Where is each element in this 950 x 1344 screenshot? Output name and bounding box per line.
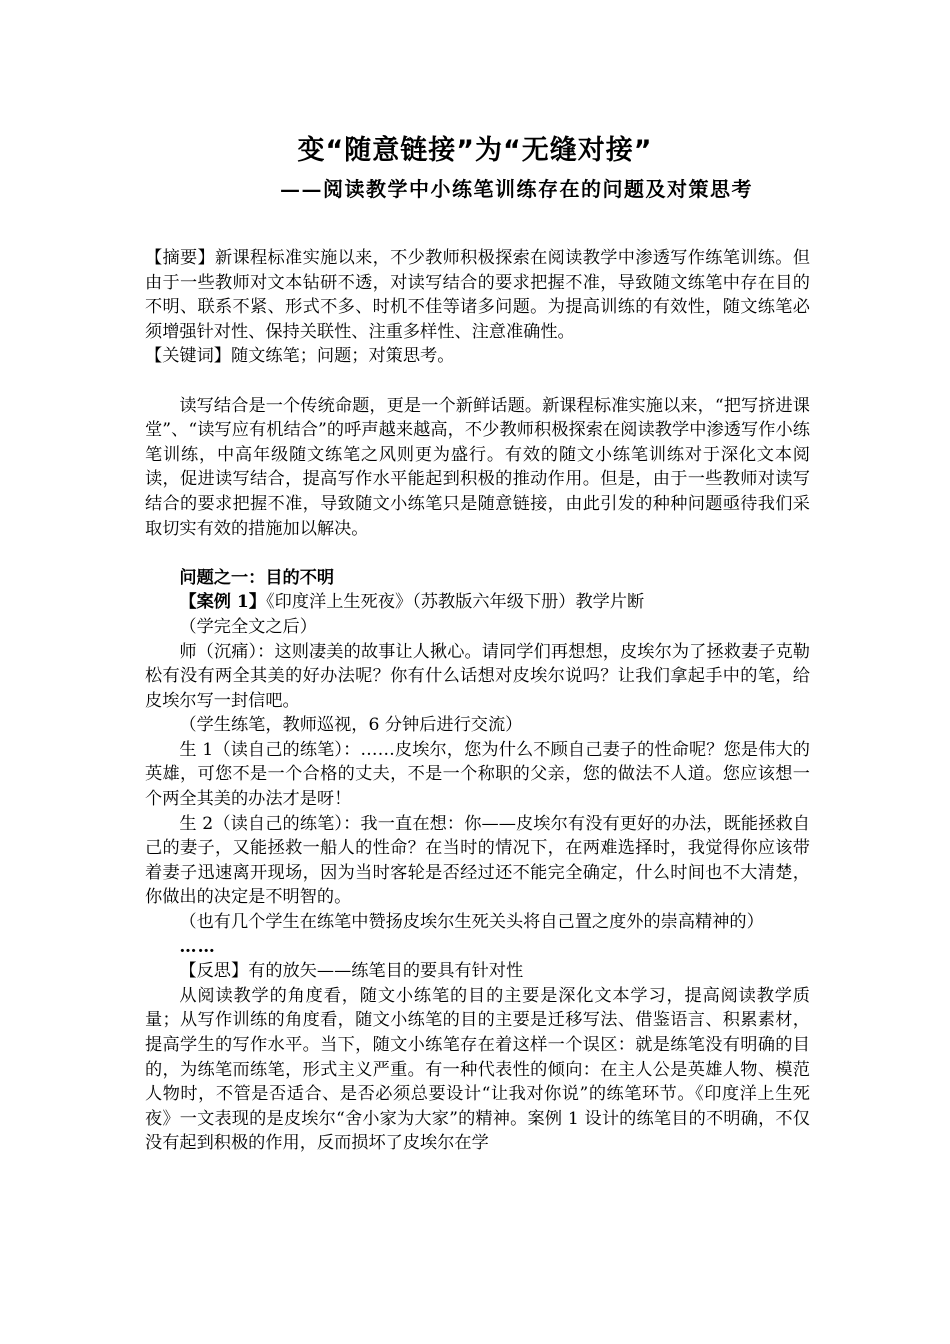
reflect-label: 【反思】 (179, 961, 249, 982)
document-title: 变“随意链接”为“无缝对接” (297, 135, 653, 166)
case-title-line (145, 590, 810, 615)
reflect-paragraph: 从阅读教学的角度看，随文小练笔的目的主要是深化文本学习，提高阅读教学质量；从写作训练的角度看，随文小练笔的目的主要是迁移写法、借鉴语言、积累素材，提高学生的写作水平。当下，随文小练笔存在着这样一个误区：就是练笔没有明确的目的，为练笔而练笔，形式主义严重。有一种代表性的倾向：在主人公是英雄人物、模范人物时，不管是否适合、是否必须总要设计“让我对你说”的练笔环节。《印度洋上生死夜》一文表现的是皮埃尔“舍小家为大家”的精神。案例 1 设计的练笔目的不明确，不仅没有起到积极的作用，反而损坏了皮埃尔在学 (145, 985, 810, 1154)
student2-paragraph: 生 2（读自己的练笔）：我一直在想：你——皮埃尔有没有更好的办法，既能拯救自己的妻子，又能拯救一船人的性命？在当时的情况下，在两难选择时，我觉得你应该带着妻子迅速离开现场，因为当时客轮是否经过还不能完全确定，什么时间也不大清楚，你做出的决定是不明智的。 (145, 813, 810, 908)
reflect-title-line (145, 959, 810, 984)
section-heading: 问题之一：目的不明 (179, 567, 335, 588)
note-paragraph: （学生练笔，教师巡视，6 分钟后进行交流） (179, 715, 523, 736)
note-paragraph: （学完全文之后） (179, 616, 317, 637)
student1-paragraph: 生 1（读自己的练笔）：……皮埃尔，您为什么不顾自己妻子的性命呢？您是伟大的英雄，可您不是一个合格的丈夫，不是一个称职的父亲，您的做法不人道。您应该想一个两全其美的办法才是呀！ (145, 739, 810, 810)
spacer (145, 369, 810, 394)
document-body (145, 246, 810, 1156)
teacher-paragraph: 师（沉痛）：这则凄美的故事让人揪心。请同学们再想想，皮埃尔为了拯救妻子克勒松有没有两全其美的好办法呢？你有什么话想对皮埃尔说吗？让我们拿起手中的笔，给皮埃尔写一封信吧。 (145, 641, 810, 711)
reflect-title: 有的放矢——练笔目的要具有针对性 (248, 961, 524, 982)
keywords-text: 随文练笔；问题；对策思考。 (230, 346, 455, 367)
document-subtitle: ——阅读教学中小练笔训练存在的问题及对策思考 (280, 177, 753, 201)
spacer (145, 541, 810, 566)
note-paragraph: （也有几个学生在练笔中赞扬皮埃尔生死关头将自己置之度外的崇高精神的） (179, 912, 764, 933)
ellipsis-line: …… (179, 936, 216, 957)
abstract-text: 新课程标准实施以来，不少教师积极探索在阅读教学中渗透写作练笔训练。但由于一些教师对文本钻研不透，对读写结合的要求把握不准，导致随文练笔中存在目的不明、联系不紧、形式不多、时机不佳等诸多问题。为提高训练的有效性，随文练笔必须增强针对性、保持关联性、注重多样性、注意准确性。 (145, 248, 810, 342)
abstract-paragraph (145, 246, 810, 344)
abstract-label: 【摘要】 (145, 248, 216, 268)
intro-paragraph: 读写结合是一个传统命题，更是一个新鲜话题。新课程标准实施以来，“把写挤进课堂”、“读写应有机结合”的呼声越来越高，不少教师积极探索在阅读教学中渗透写作小练笔训练，中高年级随文练笔之风则更为盛行。有效的随文小练笔训练对于深化文本阅读，促进读写结合，提高写作水平能起到积极的推动作用。但是，由于一些教师对读写结合的要求把握不准，导致随文小练笔只是随意链接，由此引发的种种问题亟待我们采取切实有效的措施加以解决。 (145, 395, 810, 539)
keywords-label: 【关键词】 (145, 346, 231, 367)
case-title: 《印度洋上生死夜》（苏教版六年级下册）教学片断 (266, 592, 645, 613)
case-label: 【案例 1】 (179, 592, 267, 613)
keywords-paragraph (145, 344, 810, 369)
